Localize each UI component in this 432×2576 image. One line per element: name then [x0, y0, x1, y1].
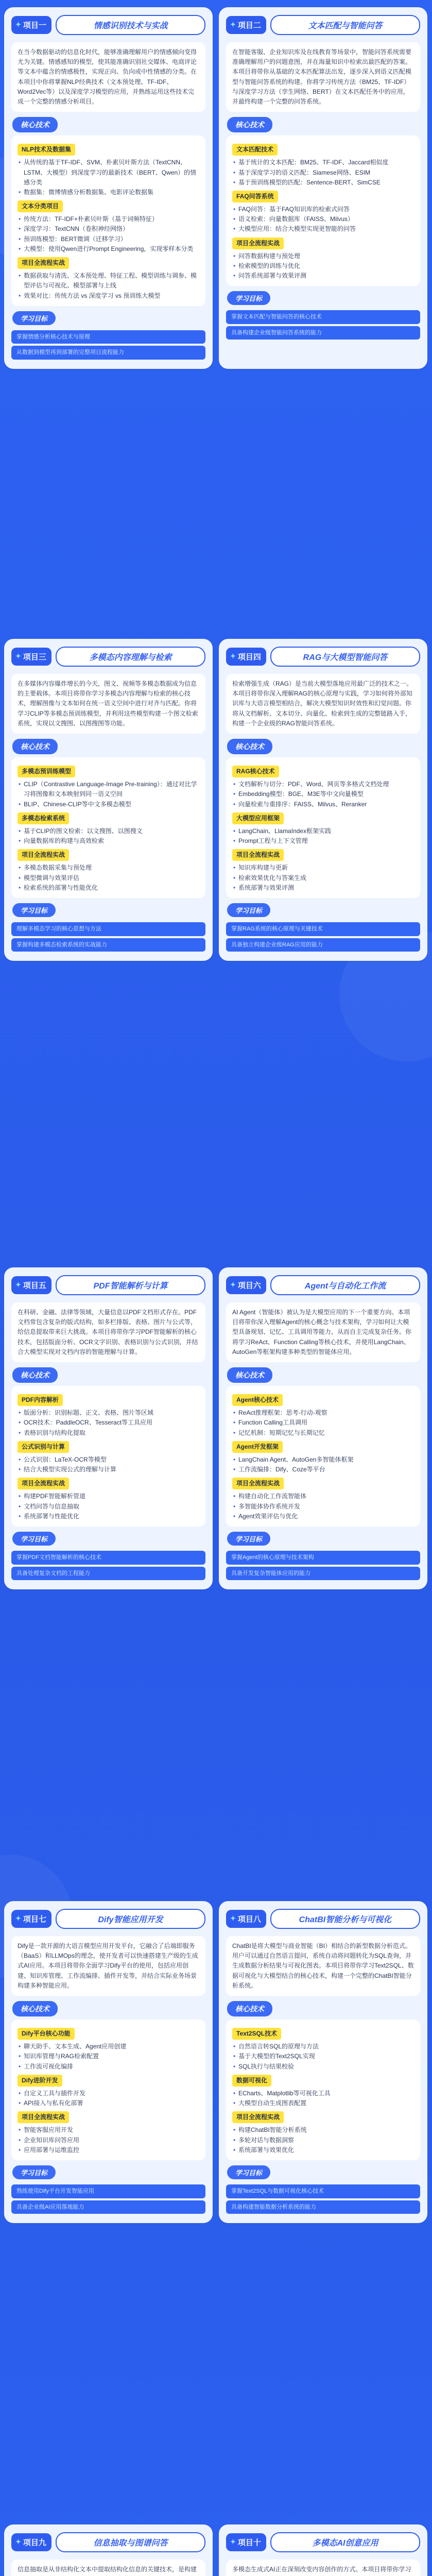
- list-item: • 基于大模型的Text2SQL实现: [232, 2052, 414, 2061]
- learn-label: 学习目标: [12, 2165, 56, 2179]
- list-item: • 从传统的基于TF-IDF、SVM、朴素贝叶斯方法（TextCNN、LSTM、大模型）到深度学习的最新技术（BERT、Qwen）的情感分类: [18, 158, 199, 188]
- learning-goal: 掌握Text2SQL与数据可视化核心技术: [226, 2184, 420, 2198]
- section-heading: Agent核心技术: [232, 1394, 283, 1406]
- section-heading: 项目全流程实战: [18, 849, 69, 861]
- list-item: • 向量数据库的构建与高效检索: [18, 836, 199, 846]
- learning-goal: 熟练使用Dify平台开发智能应用: [11, 2184, 205, 2198]
- project-number: 项目十: [237, 2538, 261, 2547]
- list-item: • 向量检索与重排序：FAISS、Milvus、Reranker: [232, 800, 414, 809]
- skill-block: [11, 757, 205, 898]
- learning-goal: 具备企业级AI应用落地能力: [11, 2200, 205, 2214]
- content-section: [18, 762, 199, 809]
- list-item: • LangChain、LlamaIndex框架实践: [232, 826, 414, 836]
- project-number: 项目七: [23, 1914, 46, 1924]
- skill-block: [11, 1386, 205, 1527]
- learning-goal: 掌握Agent的核心原理与技术架构: [226, 1551, 420, 1565]
- learning-goal: 具备开发复杂智能体应用的能力: [226, 1567, 420, 1581]
- project-badge: [11, 16, 51, 34]
- project-title: 多模态AI创意应用: [270, 2532, 420, 2552]
- section-heading: Text2SQL技术: [232, 2028, 281, 2040]
- project-badge: [11, 2533, 51, 2551]
- list-item: • FAQ问答：基于FAQ知识库的检索式问答: [232, 205, 414, 214]
- learn-label: 学习目标: [227, 291, 270, 305]
- project-card: [219, 639, 427, 961]
- intro-text: ChatBI是将大模型与商业智能（BI）相结合的新型数据分析范式。用户可以通过自然语言提问，系统自动将问题转化为SQL查询，并生成数据分析结果与可视化图表。本项目将带你学习Text2SQL、数据可视化与大模型结合的核心技术，构建一个完整的ChatBI智能分析系统。: [226, 1936, 420, 1996]
- list-item: • Function Calling工具调用: [232, 1418, 414, 1428]
- list-item: • 问答系统部署与效果评测: [232, 271, 414, 281]
- list-item: • 系统部署与效果优化: [232, 2145, 414, 2155]
- project-card: [4, 639, 213, 961]
- project-number: 项目一: [23, 21, 46, 30]
- list-item: • 知识库管理与RAG检索配置: [18, 2052, 199, 2061]
- project-title: 文本匹配与智能问答: [270, 15, 420, 35]
- star-icon: ✦: [230, 652, 236, 660]
- skill-label: 核心技术: [227, 2001, 272, 2016]
- section-heading: 项目全流程实战: [18, 1478, 69, 1489]
- project-title: 多模态内容理解与检索: [56, 647, 205, 667]
- content-section: [18, 809, 199, 846]
- section-heading: 项目全流程实战: [18, 257, 69, 269]
- list-item: • 知识库构建与更新: [232, 863, 414, 873]
- section-heading: 多模态检索系统: [18, 812, 69, 824]
- content-section: [232, 846, 414, 893]
- content-section: [232, 2072, 414, 2109]
- star-icon: ✦: [230, 1281, 236, 1289]
- skill-label: 核心技术: [227, 1367, 272, 1383]
- list-item: • 检索效果优化与答案生成: [232, 873, 414, 883]
- content-section: [18, 2025, 199, 2072]
- list-item: • Agent效果评估与优化: [232, 1512, 414, 1521]
- skill-block: [11, 2020, 205, 2160]
- section-heading: Dify进阶开发: [18, 2075, 62, 2087]
- learning-goal: 具备处理复杂文档的工程能力: [11, 1567, 205, 1581]
- skill-block: [226, 1386, 420, 1527]
- section-heading: 文本分类项目: [18, 200, 63, 212]
- list-item: • CLIP（Contrastive Language-Image Pre-training）：通过对比学习将图像和文本映射到同一语义空间: [18, 779, 199, 799]
- content-section: [232, 762, 414, 809]
- learning-goal: 理解多模态学习的核心思想与方法: [11, 922, 205, 936]
- content-section: [18, 2108, 199, 2155]
- card-header: [219, 7, 427, 42]
- list-item: • 多智能体协作系统开发: [232, 1502, 414, 1512]
- list-item: • 自然语言转SQL的原理与方法: [232, 2042, 414, 2052]
- list-item: • 构建PDF智能解析管道: [18, 1492, 199, 1501]
- learn-label: 学习目标: [227, 903, 270, 917]
- section-heading: NLP技术及数据集: [18, 144, 75, 156]
- project-card: [219, 1267, 427, 1589]
- list-item: • 自定义工具与插件开发: [18, 2089, 199, 2098]
- card-header: [4, 7, 213, 42]
- list-item: • 公式识别：LaTeX-OCR等模型: [18, 1455, 199, 1465]
- project-card: [4, 2524, 213, 2576]
- learning-goal: 掌握RAG系统的核心原理与关键技术: [226, 922, 420, 936]
- skill-block: [226, 757, 420, 898]
- skill-block: [226, 135, 420, 286]
- project-number: 项目九: [23, 2538, 46, 2547]
- star-icon: ✦: [15, 2538, 21, 2546]
- learn-label: 学习目标: [12, 1532, 56, 1546]
- intro-text: 在智能客服、企业知识库及在线教育等场景中，智能问答系统需要准确理解用户的问题意图，并在海量知识中检索出最匹配的答案。本项目将带你从基础的文本匹配算法出发，逐步深入到语义匹配模型与智能问答系统的构建。你将学习传统方法（BM25、TF-IDF）与深度学习方法（孪生网络、BERT）在文本匹配任务中的应用，并最终构建一个完整的问答系统。: [226, 42, 420, 112]
- list-item: • 检索模型的训练与优化: [232, 261, 414, 271]
- intro-text: AI Agent（智能体）被认为是大模型应用的下一个重要方向。本项目将带你深入理解Agent的核心概念与技术架构，学习如何让大模型具备规划、记忆、工具调用等能力，从而自主完成复杂任务。你将学习ReAct、Function Calling等核心技术，并使用LangChain、AutoGen等框架构建多种类型的智能体应用。: [226, 1302, 420, 1362]
- section-heading: 公式识别与计算: [18, 1441, 69, 1453]
- skill-block: [11, 135, 205, 306]
- project-number: 项目三: [23, 652, 46, 662]
- project-badge: [11, 648, 51, 666]
- section-heading: 文本匹配技术: [232, 144, 278, 156]
- list-item: • 预训练模型：BERT微调（迁移学习）: [18, 234, 199, 244]
- list-item: • ReAct推理框架：思考-行动-观察: [232, 1408, 414, 1418]
- content-section: [232, 1391, 414, 1438]
- project-title: 情感识别技术与实战: [56, 15, 205, 35]
- card-header: [219, 1901, 427, 1936]
- list-item: • 文档问答与信息抽取: [18, 1502, 199, 1512]
- project-number: 项目五: [23, 1281, 46, 1290]
- list-item: • SQL执行与结果校验: [232, 2062, 414, 2072]
- content-section: [18, 1391, 199, 1438]
- list-item: • 构建自动化工作流智能体: [232, 1492, 414, 1501]
- learn-label: 学习目标: [12, 311, 56, 325]
- content-section: [232, 2108, 414, 2155]
- learn-label: 学习目标: [227, 2165, 270, 2179]
- list-item: • 数据集：微博情感分析数据集、电影评论数据集: [18, 188, 199, 197]
- project-title: ChatBI智能分析与可视化: [270, 1909, 420, 1929]
- skill-label: 核心技术: [12, 1367, 58, 1383]
- list-item: • 基于预训练模型的匹配：Sentence-BERT、SimCSE: [232, 178, 414, 188]
- list-item: • 语义检索：向量数据库（FAISS、Milvus）: [232, 214, 414, 224]
- list-item: • 结合大模型实现公式的理解与计算: [18, 1465, 199, 1475]
- list-item: • 大模型自动生成图表配置: [232, 2098, 414, 2108]
- section-heading: RAG核心技术: [232, 766, 279, 777]
- project-title: Dify智能应用开发: [56, 1909, 205, 1929]
- content-section: [232, 234, 414, 281]
- project-card: [4, 1267, 213, 1589]
- star-icon: ✦: [230, 1914, 236, 1922]
- learn-label: 学习目标: [227, 1532, 270, 1546]
- skill-label: 核心技术: [227, 117, 272, 132]
- list-item: • 版面分析：识别标题、正文、表格、图片等区域: [18, 1408, 199, 1418]
- star-icon: ✦: [15, 1281, 21, 1289]
- learn-label: 学习目标: [12, 903, 56, 917]
- skill-label: 核心技术: [12, 739, 58, 754]
- list-item: • 表格识别与结构化提取: [18, 1428, 199, 1438]
- section-heading: Dify平台核心功能: [18, 2028, 75, 2040]
- project-badge: [226, 2533, 266, 2551]
- section-heading: 项目全流程实战: [232, 849, 284, 861]
- list-item: • 深度学习：TextCNN（卷积神经网络）: [18, 224, 199, 234]
- skill-block: [226, 2020, 420, 2160]
- card-header: [219, 2524, 427, 2560]
- section-heading: 项目全流程实战: [232, 238, 284, 249]
- project-badge: [226, 648, 266, 666]
- card-header: [4, 639, 213, 674]
- content-section: [18, 846, 199, 893]
- list-item: • 多模态数据采集与预处理: [18, 863, 199, 873]
- section-heading: PDF内容解析: [18, 1394, 63, 1406]
- intro-text: 在当今数据驱动的信息化时代，能够准确理解用户的情感倾向变得尤为关键。情感感知的模型，使其能准确识别社交媒体、电商评论等文本中蕴含的情感极性，实现正向、负向或中性情感的分类。在本项目中你将掌握NLP经典技术（文本预处理、TF-IDF、Word2Vec等）以及深度学习模型的应用，并熟练运用这些技术完成一个完整的情感分析项目。: [11, 42, 205, 112]
- learning-goal: 具备独立构建企业级RAG应用的能力: [226, 938, 420, 952]
- project-title: RAG与大模型智能问答: [270, 647, 420, 667]
- list-item: • 记忆机制：短期记忆与长期记忆: [232, 1428, 414, 1438]
- content-section: [18, 2072, 199, 2109]
- content-section: [18, 1438, 199, 1475]
- list-item: • 构建ChatBI智能分析系统: [232, 2125, 414, 2135]
- project-title: 信息抽取与图谱问答: [56, 2532, 205, 2552]
- list-item: • 检索系统的部署与性能优化: [18, 883, 199, 893]
- content-section: [18, 1475, 199, 1521]
- project-badge: [11, 1910, 51, 1928]
- project-title: Agent与自动化工作流: [270, 1275, 420, 1295]
- section-heading: 项目全流程实战: [232, 2111, 284, 2123]
- project-row: [4, 2524, 428, 2576]
- star-icon: ✦: [15, 1914, 21, 1922]
- project-card: [219, 7, 427, 369]
- content-section: [232, 1475, 414, 1521]
- list-item: • 大模型：使用Qwen进行Prompt Engineering，实现零样本分类: [18, 244, 199, 254]
- content-section: [232, 2025, 414, 2072]
- section-heading: FAQ问答系统: [232, 191, 278, 202]
- star-icon: ✦: [230, 2538, 236, 2546]
- learning-goal: 掌握PDF文档智能解析的核心技术: [11, 1551, 205, 1565]
- project-row: [4, 7, 428, 369]
- list-item: • 模型微调与效果评估: [18, 873, 199, 883]
- list-item: • 工作流可视化编排: [18, 2062, 199, 2072]
- list-item: • 文档解析与切分：PDF、Word、网页等多格式文档处理: [232, 779, 414, 789]
- project-card: [4, 1901, 213, 2223]
- list-item: • 基于统计的文本匹配：BM25、TF-IDF、Jaccard相似度: [232, 158, 414, 167]
- section-heading: 大模型应用框架: [232, 812, 284, 824]
- learning-goal: 掌握情感分析核心技术与原理: [11, 330, 205, 344]
- list-item: • 智能客服应用开发: [18, 2125, 199, 2135]
- content-section: [232, 809, 414, 846]
- project-title: PDF智能解析与计算: [56, 1275, 205, 1295]
- list-item: • 多轮对话与数据洞察: [232, 2136, 414, 2145]
- intro-text: 在科研、金融、法律等领域，大量信息以PDF文档形式存在。PDF文档常包含复杂的版式结构，如多栏排版、表格、图片与公式等，给信息提取带来巨大挑战。本项目将带你学习PDF智能解析的核心技术，包括版面分析、OCR文字识别、表格识别与公式识别，并结合大模型实现对文档内容的智能理解与计算。: [11, 1302, 205, 1362]
- project-row: [4, 1901, 428, 2223]
- intro-text: 检索增强生成（RAG）是当前大模型落地应用最广泛的技术之一。本项目将带你深入理解RAG的核心原理与实践，学习如何将外部知识库与大语言模型相结合，解决大模型知识时效性和幻觉问题。你将从文档解析、文本切分、向量化、检索到生成的完整链路入手，构建一个企业级的RAG智能问答系统。: [226, 674, 420, 734]
- list-item: • 数据获取与清洗、文本预处理、特征工程、模型训练与调参、模型评估与可视化、模型部署与上线: [18, 271, 199, 291]
- list-item: • 工作流编排：Dify、Coze等平台: [232, 1465, 414, 1475]
- project-card: [219, 2524, 427, 2576]
- skill-label: 核心技术: [12, 117, 58, 132]
- learning-goal: 掌握构建多模态检索系统的实战能力: [11, 938, 205, 952]
- star-icon: ✦: [230, 21, 236, 28]
- intro-text: Dify是一款开源的大语言模型应用开发平台，它融合了后端即服务（BaaS）和LLMOps的理念，使开发者可以快速搭建生产级的生成式AI应用。本项目将带你全面学习Dify平台的使用，包括应用创建、知识库管理、工作流编排、插件开发等，并结合实际业务场景构建多种智能应用。: [11, 1936, 205, 1996]
- card-header: [4, 1901, 213, 1936]
- list-item: • 问答数据构建与预处理: [232, 251, 414, 261]
- project-card: [219, 1901, 427, 2223]
- project-badge: [226, 1276, 266, 1294]
- star-icon: ✦: [15, 21, 21, 28]
- content-section: [18, 254, 199, 301]
- content-section: [18, 141, 199, 197]
- learning-goal: 具备构建智能数据分析系统的能力: [226, 2200, 420, 2214]
- content-section: [18, 197, 199, 254]
- list-item: • 基于深度学习的语义匹配：Siamese网络、ESIM: [232, 168, 414, 178]
- list-item: • 基于CLIP的图文检索：以文搜图、以图搜文: [18, 826, 199, 836]
- section-heading: Agent开发框架: [232, 1441, 283, 1453]
- list-item: • ECharts、Matplotlib等可视化工具: [232, 2089, 414, 2098]
- intro-text: 在多媒体内容爆炸增长的今天，图文、视频等多模态数据成为信息的主要载体。本项目将带你学习多模态内容理解与检索的核心技术，理解图像与文本如何在统一语义空间中进行对齐与匹配。你将学习CLIP等多模态预训练模型，并利用这些模型构建一个图文检索系统，实现以文搜图、以图搜图等功能。: [11, 674, 205, 734]
- list-item: • 聊天助手、文本生成、Agent应用创建: [18, 2042, 199, 2052]
- section-heading: 项目全流程实战: [232, 1478, 284, 1489]
- content-section: [232, 188, 414, 234]
- star-icon: ✦: [15, 652, 21, 660]
- list-item: • 企业知识库问答应用: [18, 2136, 199, 2145]
- learning-goal: 掌握文本匹配与智能问答的核心技术: [226, 310, 420, 324]
- list-item: • LangChain Agent、AutoGen多智能体框架: [232, 1455, 414, 1465]
- list-item: • API接入与私有化部署: [18, 2098, 199, 2108]
- list-item: • 系统部署与性能优化: [18, 1512, 199, 1521]
- card-header: [219, 639, 427, 674]
- project-number: 项目二: [237, 21, 261, 30]
- intro-text: 信息抽取是从非结构化文本中提取结构化信息的关键技术，是构建: [11, 2560, 205, 2576]
- list-item: • 传统方法：TF-IDF+朴素贝叶斯（基于词频特征）: [18, 214, 199, 224]
- project-number: 项目八: [237, 1914, 261, 1924]
- list-item: • BLIP、Chinese-CLIP等中文多模态模型: [18, 800, 199, 809]
- project-row: [4, 1267, 428, 1589]
- list-item: • 效果对比：传统方法 vs 深度学习 vs 预训练大模型: [18, 291, 199, 301]
- learning-goal: 从数据到模型再到部署的完整项目流程能力: [11, 346, 205, 360]
- project-badge: [11, 1276, 51, 1294]
- list-item: • 系统部署与效果评测: [232, 883, 414, 893]
- project-number: 项目六: [237, 1281, 261, 1290]
- card-header: [4, 2524, 213, 2560]
- list-item: • 大模型应用：结合大模型实现更智能的问答: [232, 224, 414, 234]
- project-badge: [226, 1910, 266, 1928]
- section-heading: 多模态预训练模型: [18, 766, 75, 777]
- skill-label: 核心技术: [227, 739, 272, 754]
- content-section: [232, 141, 414, 188]
- content-section: [232, 1438, 414, 1475]
- list-item: • 应用部署与运维监控: [18, 2145, 199, 2155]
- section-heading: 项目全流程实战: [18, 2111, 69, 2123]
- section-heading: 数据可视化: [232, 2075, 271, 2087]
- list-item: • Embedding模型：BGE、M3E等中文向量模型: [232, 789, 414, 799]
- list-item: • OCR技术：PaddleOCR、Tesseract等工具应用: [18, 1418, 199, 1428]
- intro-text: 多模态生成式AI正在深刻改变内容创作的方式。本项目将带你学习: [226, 2560, 420, 2576]
- project-badge: [226, 16, 266, 34]
- project-card: [4, 7, 213, 369]
- project-row: [4, 639, 428, 961]
- learning-goal: 具备构建企业级智能问答系统的能力: [226, 326, 420, 340]
- card-header: [219, 1267, 427, 1302]
- card-header: [4, 1267, 213, 1302]
- skill-label: 核心技术: [12, 2001, 58, 2016]
- list-item: • Prompt工程与上下文管理: [232, 836, 414, 846]
- project-number: 项目四: [237, 652, 261, 662]
